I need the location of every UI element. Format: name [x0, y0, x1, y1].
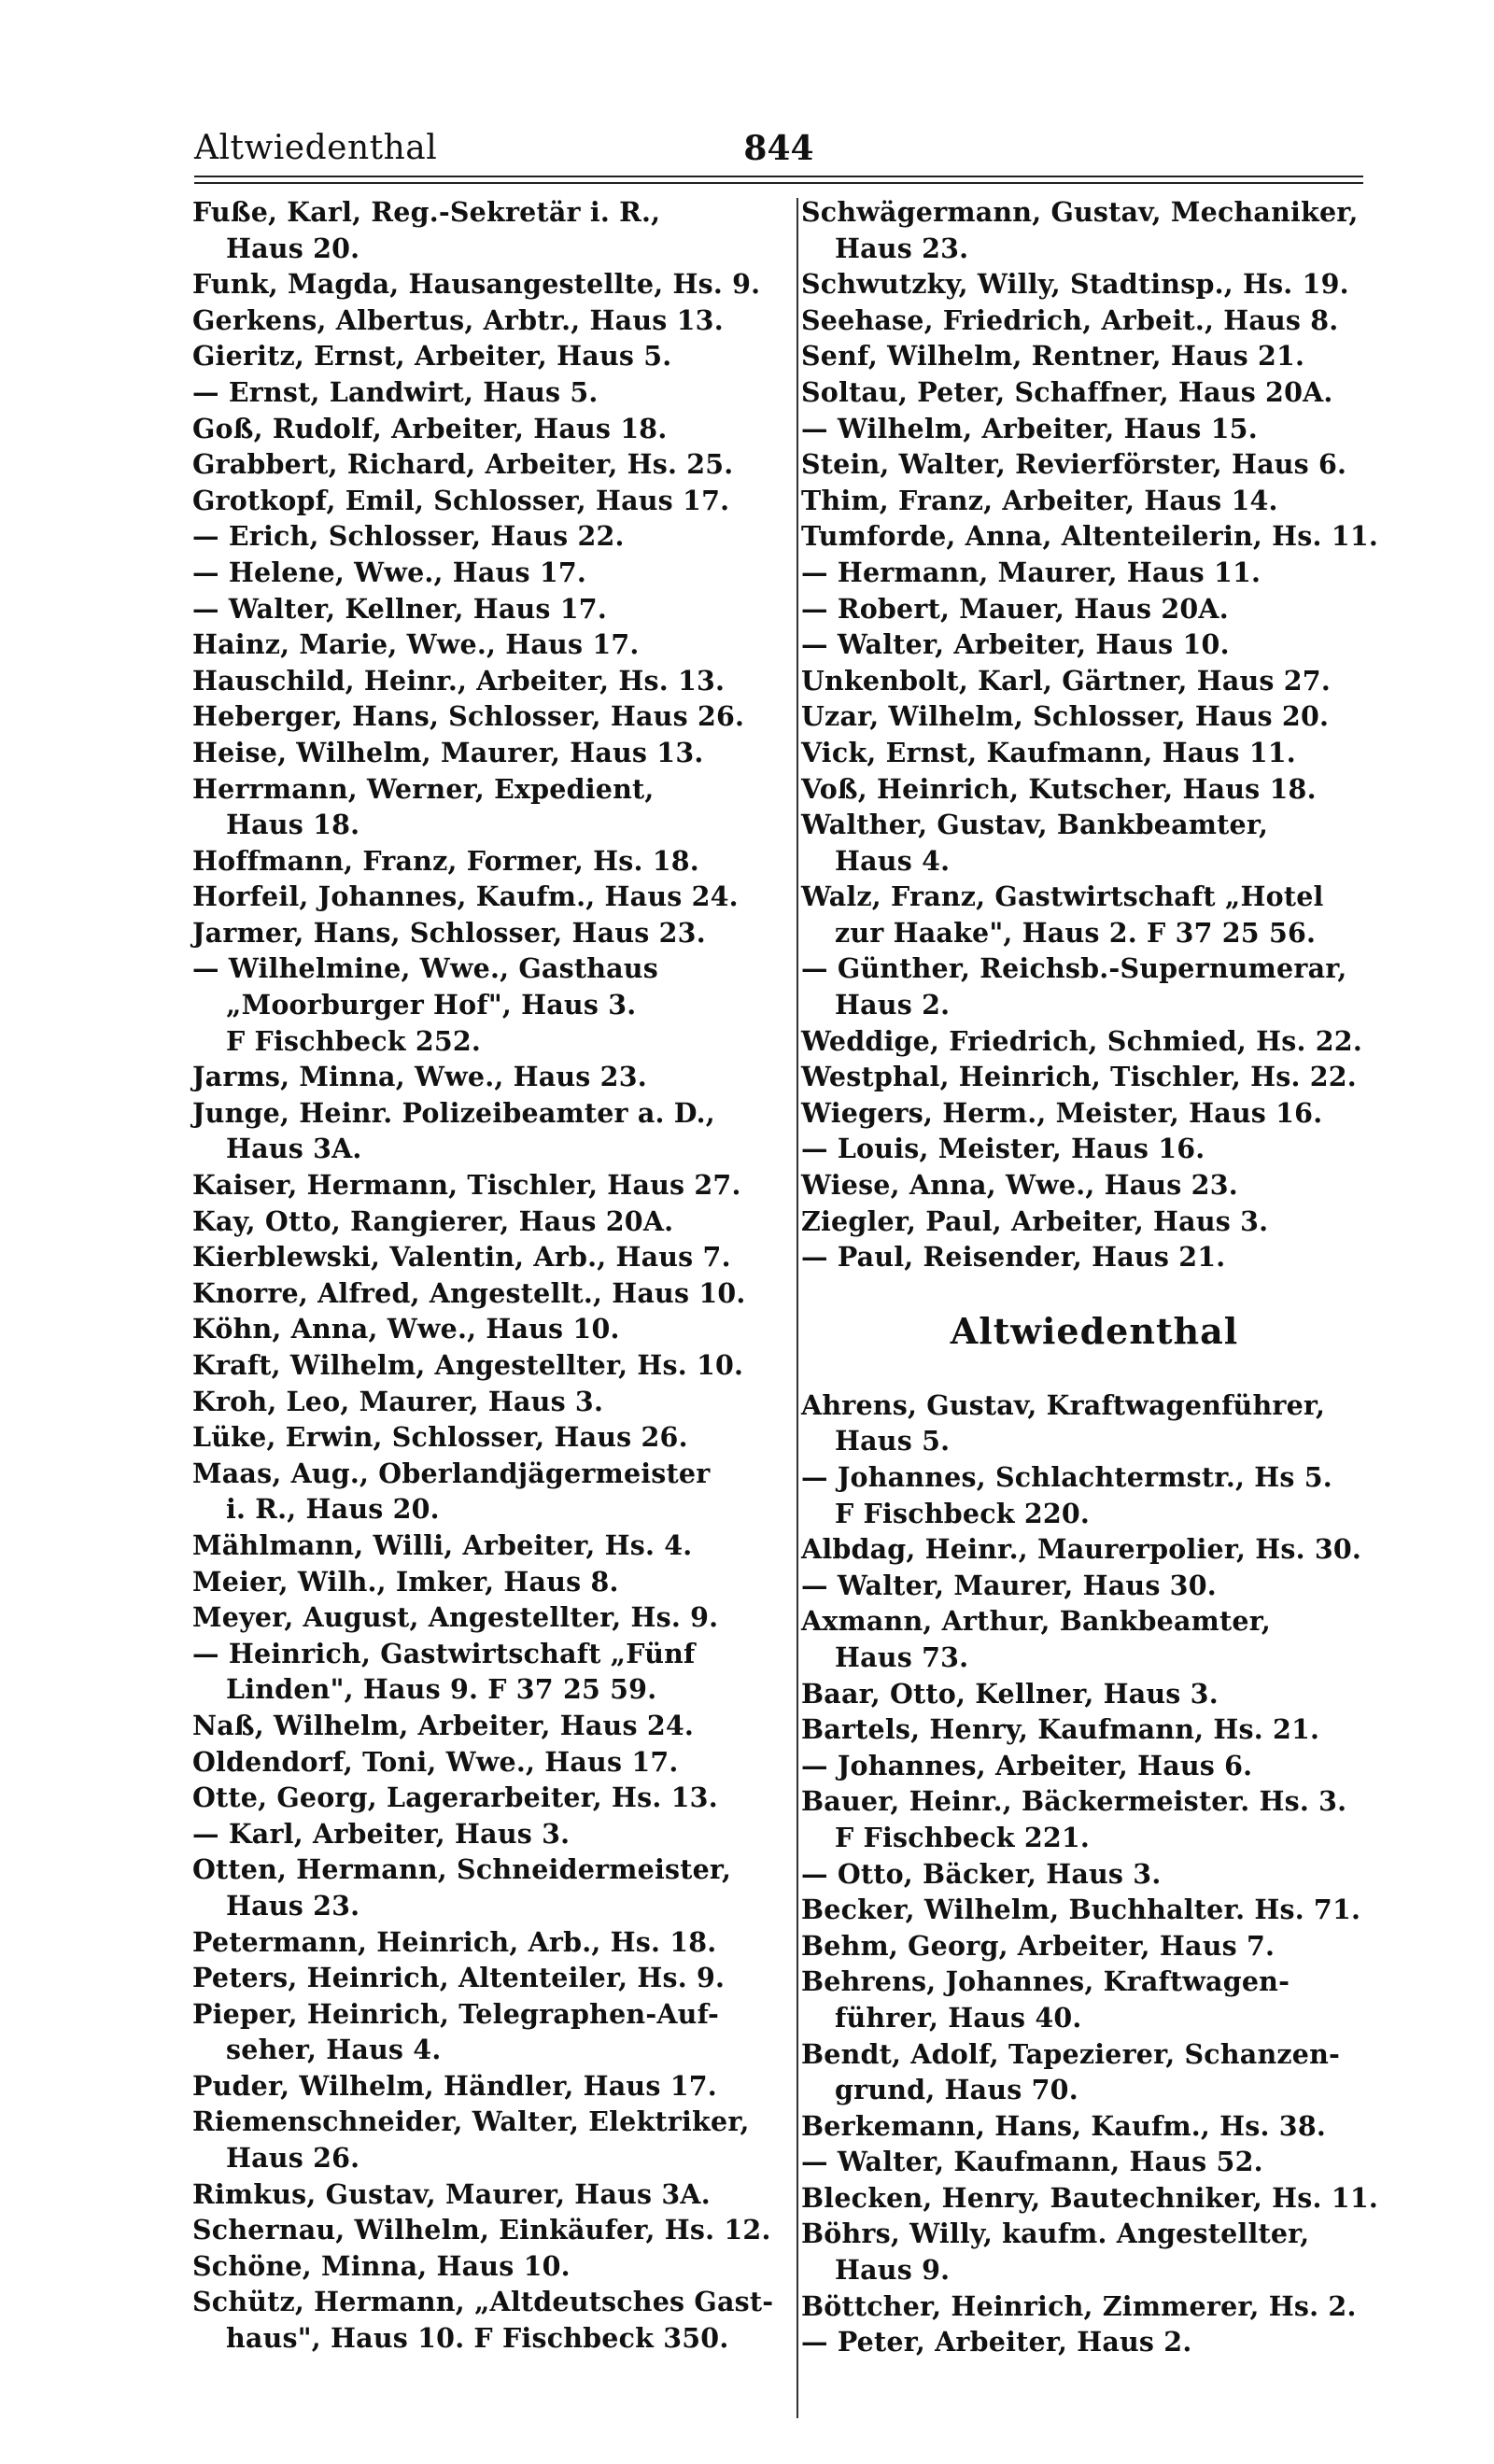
directory-entry: [194, 1960, 792, 1996]
entry-line: — Walter, Kellner, Haus 17.: [192, 592, 607, 625]
entry-continuation: Haus 18.: [226, 809, 360, 841]
directory-entry: [803, 555, 1386, 591]
entry-line: Bendt, Adolf, Tapezierer, Schanzen-: [801, 2037, 1341, 2070]
directory-entry: [194, 1744, 792, 1781]
entry-line: Jarmer, Hans, Schlosser, Haus 23.: [192, 916, 706, 949]
directory-entry: [194, 1311, 792, 1347]
entry-continuation: „Moorburger Hof", Haus 3.: [226, 989, 637, 1021]
entry-line: Weddige, Friedrich, Schmied, Hs. 22.: [801, 1024, 1362, 1057]
entry-line: — Wilhelm, Arbeiter, Haus 15.: [801, 412, 1258, 444]
directory-entry: [194, 1816, 792, 1852]
entry-continuation: F Fischbeck 252.: [226, 1024, 482, 1057]
directory-entry: [803, 2324, 1386, 2360]
directory-entry: [803, 1928, 1386, 1964]
entry-line: Kraft, Wilhelm, Angestellter, Hs. 10.: [192, 1349, 744, 1381]
right-column-bottom: [803, 1387, 1386, 2360]
directory-entry: [194, 1564, 792, 1600]
entry-line: Schütz, Hermann, „Altdeutsches Gast-: [192, 2286, 774, 2318]
entry-line: Schernau, Wilhelm, Einkäufer, Hs. 12.: [192, 2214, 771, 2246]
entry-line: Heberger, Hans, Schlosser, Haus 26.: [192, 700, 745, 733]
entry-line: Blecken, Henry, Bautechniker, Hs. 11.: [801, 2181, 1378, 2214]
directory-entry: [803, 663, 1386, 699]
directory-entry: [194, 1095, 792, 1167]
directory-entry: [803, 1603, 1386, 1675]
entry-line: Albdag, Heinr., Maurerpolier, Hs. 30.: [801, 1533, 1362, 1566]
directory-entry: [194, 2212, 792, 2248]
directory-entry: [194, 1780, 792, 1816]
entry-line: — Peter, Arbeiter, Haus 2.: [801, 2326, 1192, 2358]
entry-line: Walz, Franz, Gastwirtschaft „Hotel: [801, 880, 1324, 913]
entry-line: Gieritz, Ernst, Arbeiter, Haus 5.: [192, 340, 672, 373]
entry-line: Becker, Wilhelm, Buchhalter. Hs. 71.: [801, 1894, 1361, 1926]
entry-line: Hoffmann, Franz, Former, Hs. 18.: [192, 844, 699, 877]
directory-entry: [803, 2144, 1386, 2180]
entry-line: Herrmann, Werner, Expedient,: [192, 772, 655, 805]
directory-entry: [194, 2248, 792, 2285]
entry-line: Kay, Otto, Rangierer, Haus 20A.: [192, 1204, 674, 1237]
entry-line: Walther, Gustav, Bankbeamter,: [801, 809, 1269, 841]
directory-entry: [194, 627, 792, 663]
entry-line: Bartels, Henry, Kaufmann, Hs. 21.: [801, 1713, 1320, 1746]
directory-entry: [803, 591, 1386, 627]
directory-entry: [803, 2036, 1386, 2108]
entry-line: Kroh, Leo, Maurer, Haus 3.: [192, 1385, 604, 1417]
directory-entry: [803, 1711, 1386, 1748]
directory-entry: [194, 194, 792, 266]
directory-entry: [194, 446, 792, 483]
entry-line: Riemenschneider, Walter, Elektriker,: [192, 2105, 750, 2138]
entry-line: Grabbert, Richard, Arbeiter, Hs. 25.: [192, 448, 734, 481]
entry-line: Peters, Heinrich, Altenteiler, Hs. 9.: [192, 1962, 726, 1994]
directory-entry: [194, 2104, 792, 2175]
entry-continuation: führer, Haus 40.: [835, 2001, 1082, 2034]
entry-continuation: seher, Haus 4.: [226, 2034, 442, 2066]
entry-line: Senf, Wilhelm, Rentner, Haus 21.: [801, 340, 1305, 373]
entry-line: Wiegers, Herm., Meister, Haus 16.: [801, 1096, 1323, 1129]
entry-line: — Johannes, Arbeiter, Haus 6.: [801, 1749, 1253, 1781]
entry-line: Soltau, Peter, Schaffner, Haus 20A.: [801, 375, 1333, 408]
directory-entry: [194, 1996, 792, 2068]
directory-entry: [194, 771, 792, 843]
entry-line: Otten, Hermann, Schneidermeister,: [192, 1853, 732, 1886]
directory-entry: [194, 2284, 792, 2356]
entry-line: Petermann, Heinrich, Arb., Hs. 18.: [192, 1925, 717, 1958]
page-number: 844: [743, 129, 814, 168]
entry-line: Funk, Magda, Hausangestellte, Hs. 9.: [192, 268, 761, 301]
entry-line: — Walter, Maurer, Haus 30.: [801, 1569, 1217, 1601]
directory-entry: [803, 1387, 1386, 1459]
directory-entry: [194, 915, 792, 951]
right-column-top: [803, 194, 1386, 1275]
entry-line: — Karl, Arbeiter, Haus 3.: [192, 1817, 571, 1850]
directory-entry: [803, 1748, 1386, 1784]
entry-line: Schwutzky, Willy, Stadtinsp., Hs. 19.: [801, 268, 1349, 301]
directory-entry: [194, 1708, 792, 1744]
entry-line: Vick, Ernst, Kaufmann, Haus 11.: [801, 736, 1296, 768]
entry-line: — Walter, Arbeiter, Haus 10.: [801, 628, 1230, 661]
entry-line: — Robert, Mauer, Haus 20A.: [801, 592, 1229, 625]
entry-line: Seehase, Friedrich, Arbeit., Haus 8.: [801, 303, 1339, 336]
entry-line: Schöne, Minna, Haus 10.: [192, 2249, 571, 2282]
directory-entry: [194, 698, 792, 735]
directory-entry: [194, 1347, 792, 1384]
entry-line: — Paul, Reisender, Haus 21.: [801, 1241, 1226, 1274]
entry-line: — Heinrich, Gastwirtschaft „Fünf: [192, 1637, 696, 1669]
entry-line: Knorre, Alfred, Angestellt., Haus 10.: [192, 1276, 746, 1309]
directory-entry: [194, 1384, 792, 1420]
entry-line: Naß, Wilhelm, Arbeiter, Haus 24.: [192, 1709, 695, 1741]
entry-line: — Hermann, Maurer, Haus 11.: [801, 556, 1261, 588]
directory-entry: [194, 303, 792, 339]
directory-entry: [803, 771, 1386, 808]
entry-line: Horfeil, Johannes, Kaufm., Haus 24.: [192, 880, 739, 913]
entry-continuation: Haus 5.: [835, 1425, 951, 1457]
entry-continuation: Haus 20.: [226, 232, 360, 264]
directory-entry: [803, 411, 1386, 447]
directory-entry: [194, 1456, 792, 1528]
entry-line: Meyer, August, Angestellter, Hs. 9.: [192, 1601, 719, 1634]
directory-entry: [194, 1599, 792, 1636]
entry-line: — Wilhelmine, Wwe., Gasthaus: [192, 952, 658, 985]
entry-continuation: Haus 23.: [835, 232, 969, 264]
directory-entry: [803, 2216, 1386, 2288]
entry-continuation: i. R., Haus 20.: [226, 1493, 440, 1526]
entry-line: — Helene, Wwe., Haus 17.: [192, 556, 587, 588]
directory-entry: [803, 1131, 1386, 1167]
entry-continuation: Linden", Haus 9. F 37 25 59.: [226, 1673, 657, 1706]
entry-continuation: Haus 9.: [835, 2254, 951, 2287]
directory-entry: [194, 1419, 792, 1456]
directory-entry: [194, 1059, 792, 1095]
entry-line: Meier, Wilh., Imker, Haus 8.: [192, 1565, 619, 1598]
entry-line: — Walter, Kaufmann, Haus 52.: [801, 2146, 1263, 2178]
entry-line: Gerkens, Albertus, Arbtr., Haus 13.: [192, 303, 724, 336]
directory-entry: [803, 374, 1386, 411]
header-rule-bottom: [194, 182, 1363, 184]
entry-line: Baar, Otto, Kellner, Haus 3.: [801, 1677, 1219, 1710]
entry-continuation: Haus 3A.: [226, 1133, 362, 1165]
entry-continuation: Haus 73.: [835, 1640, 969, 1673]
entry-line: Uzar, Wilhelm, Schlosser, Haus 20.: [801, 700, 1330, 733]
entry-line: — Johannes, Schlachtermstr., Hs 5.: [801, 1461, 1332, 1493]
directory-entry: [194, 2176, 792, 2213]
directory-entry: [803, 194, 1386, 266]
directory-entry: [803, 879, 1386, 950]
directory-entry: [803, 266, 1386, 303]
entry-line: Grotkopf, Emil, Schlosser, Haus 17.: [192, 484, 730, 516]
directory-entry: [194, 591, 792, 627]
directory-entry: [803, 1856, 1386, 1893]
entry-line: Schwägermann, Gustav, Mechaniker,: [801, 196, 1359, 228]
directory-entry: [803, 446, 1386, 483]
directory-entry: [194, 1528, 792, 1564]
directory-entry: [194, 1275, 792, 1312]
directory-entry: [803, 1204, 1386, 1240]
directory-entry: [803, 2288, 1386, 2325]
entry-line: Behm, Georg, Arbeiter, Haus 7.: [801, 1929, 1276, 1962]
entry-continuation: Haus 4.: [835, 844, 951, 877]
entry-line: Ahrens, Gustav, Kraftwagenführer,: [801, 1388, 1326, 1421]
entry-line: Berkemann, Hans, Kaufm., Hs. 38.: [801, 2109, 1326, 2142]
entry-continuation: Haus 2.: [835, 989, 951, 1021]
entry-line: Unkenbolt, Karl, Gärtner, Haus 27.: [801, 664, 1331, 697]
entry-line: Voß, Heinrich, Kutscher, Haus 18.: [801, 772, 1317, 805]
entry-line: Westphal, Heinrich, Tischler, Hs. 22.: [801, 1061, 1357, 1093]
entry-line: Behrens, Johannes, Kraftwagen-: [801, 1965, 1290, 1998]
directory-entry: [803, 950, 1386, 1022]
directory-entry: [803, 627, 1386, 663]
directory-entry: [194, 374, 792, 411]
directory-entry: [194, 735, 792, 771]
entry-line: — Otto, Bäcker, Haus 3.: [801, 1857, 1162, 1890]
entry-line: Wiese, Anna, Wwe., Haus 23.: [801, 1169, 1238, 1202]
left-column: [194, 194, 792, 2357]
entry-continuation: haus", Haus 10. F Fischbeck 350.: [226, 2322, 729, 2355]
directory-entry: [803, 1167, 1386, 1204]
directory-entry: [194, 1204, 792, 1240]
entry-line: Bauer, Heinr., Bäckermeister. Hs. 3.: [801, 1785, 1347, 1818]
directory-entry: [803, 1892, 1386, 1928]
entry-line: — Louis, Meister, Haus 16.: [801, 1133, 1205, 1165]
directory-entry: [194, 843, 792, 880]
entry-line: — Günther, Reichsb.-Supernumerar,: [801, 952, 1347, 985]
running-head: [194, 129, 1363, 172]
entry-line: Hainz, Marie, Wwe., Haus 17.: [192, 628, 640, 661]
column-divider: [796, 198, 798, 2418]
entry-line: Tumforde, Anna, Altenteilerin, Hs. 11.: [801, 520, 1378, 553]
entry-line: Fuße, Karl, Reg.-Sekretär i. R.,: [192, 196, 661, 228]
entry-line: Axmann, Arthur, Bankbeamter,: [801, 1605, 1272, 1638]
directory-entry: [803, 735, 1386, 771]
directory-entry: [194, 663, 792, 699]
directory-entry: [194, 555, 792, 591]
directory-entry: [803, 1568, 1386, 1604]
running-title: Altwiedenthal: [194, 129, 438, 167]
directory-entry: [803, 698, 1386, 735]
directory-entry: [803, 483, 1386, 519]
right-column: [803, 194, 1386, 2360]
entry-line: Böhrs, Willy, kaufm. Angestellter,: [801, 2218, 1310, 2250]
directory-entry: [194, 266, 792, 303]
directory-entry: [194, 2068, 792, 2105]
entry-line: Oldendorf, Toni, Wwe., Haus 17.: [192, 1745, 679, 1778]
section-heading: Altwiedenthal: [950, 1309, 1239, 1352]
directory-entry: [194, 1167, 792, 1204]
entry-line: Hauschild, Heinr., Arbeiter, Hs. 13.: [192, 664, 726, 697]
entry-continuation: Haus 23.: [226, 1889, 360, 1922]
directory-entry: [803, 303, 1386, 339]
directory-entry: [803, 1239, 1386, 1275]
entry-line: — Ernst, Landwirt, Haus 5.: [192, 375, 599, 408]
entry-line: Kaiser, Hermann, Tischler, Haus 27.: [192, 1169, 741, 1202]
entry-continuation: grund, Haus 70.: [835, 2074, 1078, 2106]
entry-continuation: zur Haake", Haus 2. F 37 25 56.: [835, 916, 1317, 949]
entry-line: Köhn, Anna, Wwe., Haus 10.: [192, 1313, 620, 1345]
directory-entry: [803, 1059, 1386, 1095]
directory-entry: [194, 1852, 792, 1923]
directory-entry: [803, 1531, 1386, 1568]
entry-line: Goß, Rudolf, Arbeiter, Haus 18.: [192, 412, 668, 444]
entry-line: Puder, Wilhelm, Händler, Haus 17.: [192, 2069, 717, 2102]
entry-line: Thim, Franz, Arbeiter, Haus 14.: [801, 484, 1278, 516]
entry-line: Heise, Wilhelm, Maurer, Haus 13.: [192, 736, 704, 768]
entry-line: Maas, Aug., Oberlandjägermeister: [192, 1457, 711, 1489]
entry-line: Ziegler, Paul, Arbeiter, Haus 3.: [801, 1204, 1269, 1237]
entry-line: Pieper, Heinrich, Telegraphen-Auf-: [192, 1997, 720, 2030]
directory-entry: [194, 879, 792, 915]
entry-continuation: Haus 26.: [226, 2142, 360, 2175]
directory-entry: [194, 1636, 792, 1708]
directory-entry: [803, 1023, 1386, 1060]
directory-entry: [194, 950, 792, 1059]
directory-entry: [194, 483, 792, 519]
directory-entry: [803, 2108, 1386, 2145]
directory-entry: [803, 338, 1386, 374]
entry-line: — Erich, Schlosser, Haus 22.: [192, 520, 625, 553]
directory-entry: [803, 1095, 1386, 1132]
directory-entry: [803, 1964, 1386, 2035]
entry-line: Jarms, Minna, Wwe., Haus 23.: [192, 1061, 647, 1093]
directory-entry: [194, 1239, 792, 1275]
directory-entry: [803, 1676, 1386, 1712]
entry-line: Rimkus, Gustav, Maurer, Haus 3A.: [192, 2177, 711, 2210]
directory-entry: [803, 2180, 1386, 2217]
entry-line: Mählmann, Willi, Arbeiter, Hs. 4.: [192, 1528, 693, 1561]
entry-line: Böttcher, Heinrich, Zimmerer, Hs. 2.: [801, 2289, 1357, 2322]
entry-continuation: F Fischbeck 221.: [835, 1821, 1091, 1853]
entry-line: Otte, Georg, Lagerarbeiter, Hs. 13.: [192, 1781, 718, 1814]
directory-entry: [194, 411, 792, 447]
directory-entry: [803, 1783, 1386, 1855]
directory-entry: [194, 338, 792, 374]
directory-entry: [803, 1459, 1386, 1531]
entry-line: Junge, Heinr. Polizeibeamter a. D.,: [192, 1096, 715, 1129]
directory-entry: [194, 1924, 792, 1961]
directory-entry: [803, 807, 1386, 879]
entry-continuation: F Fischbeck 220.: [835, 1497, 1091, 1529]
directory-entry: [194, 518, 792, 555]
entry-line: Lüke, Erwin, Schlosser, Haus 26.: [192, 1421, 688, 1454]
entry-line: Stein, Walter, Revierförster, Haus 6.: [801, 448, 1347, 481]
header-rule-top: [194, 176, 1363, 177]
entry-line: Kierblewski, Valentin, Arb., Haus 7.: [192, 1241, 731, 1274]
directory-entry: [803, 518, 1386, 555]
